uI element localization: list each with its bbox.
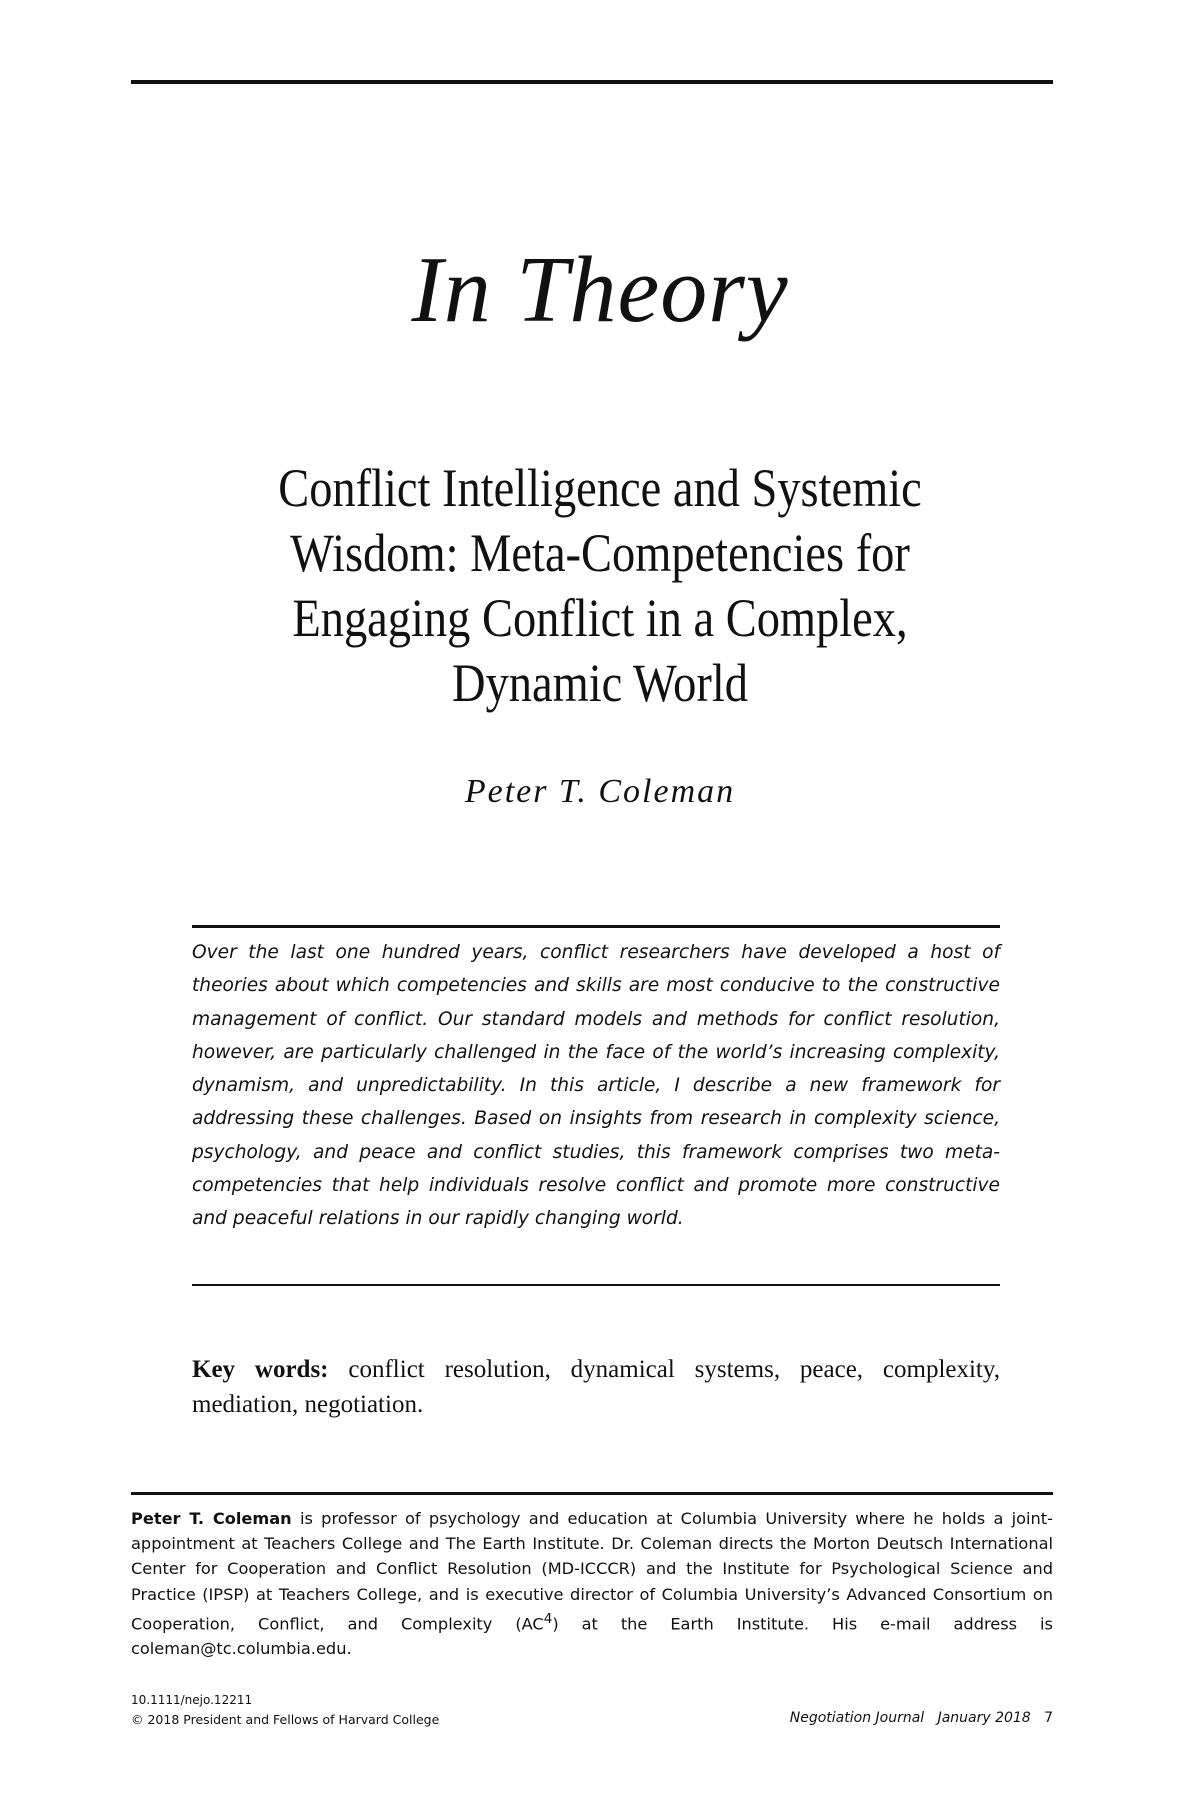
keywords-text: conflict resolution, dynamical systems, peace, complexity, mediation, negotiation. xyxy=(192,1356,1001,1418)
abstract-bottom-rule xyxy=(192,1284,1000,1286)
bio-name: Peter T. Coleman xyxy=(131,1509,292,1528)
footer-journal xyxy=(790,1708,1053,1728)
journal-date: January 2018 xyxy=(937,1710,1031,1726)
top-rule xyxy=(131,80,1053,84)
bio-superscript: 4 xyxy=(543,1610,553,1627)
page-number: 7 xyxy=(1044,1710,1053,1726)
title-line: Conflict Intelligence and Systemic xyxy=(278,458,922,518)
article-title xyxy=(239,456,961,716)
title-line: Wisdom: Meta-Competencies for xyxy=(290,523,910,583)
doi: 10.1111/nejo.12211 xyxy=(131,1693,253,1707)
abstract: Over the last one hundred years, conflict researchers have developed a host of theories about which competencies and skills are most conducive to the constructive management of conflict. Our standard models and methods for conflict resolution, however, are particularly challenged in the face of the world’s increasing complexity, dynamism, and unpredictability. In this article, I describe a new framework for addressing these challenges. Based on insights from research in complexity science, psychology, and peace and conflict studies, this framework comprises two meta-competencies that help individuals resolve conflict and promote more constructive and peaceful relations in our rapidly changing world. xyxy=(192,942,1000,1230)
keywords-label: Key words: xyxy=(192,1356,329,1383)
author-name: Peter T. Coleman xyxy=(464,773,736,810)
section-heading: In Theory xyxy=(411,238,789,342)
abstract-top-rule xyxy=(192,925,1000,928)
journal-name: Negotiation Journal xyxy=(789,1710,925,1726)
copyright: © 2018 President and Fellows of Harvard College xyxy=(131,1712,440,1727)
author-bio xyxy=(131,1506,1053,1662)
keywords xyxy=(192,1352,1000,1422)
bio-rule xyxy=(131,1492,1053,1495)
title-line: Dynamic World xyxy=(452,653,748,713)
title-line: Engaging Conflict in a Complex, xyxy=(292,588,908,648)
bio-text: is professor of psychology and education at Columbia University where he holds a joint-appointment at Teachers College and The Earth Institute. Dr. Coleman directs the Morton Deutsch International Center for Cooperation and Conflict Resolution (MD-ICCCR) and the Institute for Psychological Science and Practice (IPSP) at Teachers College, and is executive director of Columbia University’s Advanced Consortium on Cooperation, Conflict, and Complexity (AC xyxy=(131,1509,1053,1634)
bio-text-end: ) at the Earth Institute. His e-mail address is coleman@tc.columbia.edu. xyxy=(131,1614,1053,1659)
